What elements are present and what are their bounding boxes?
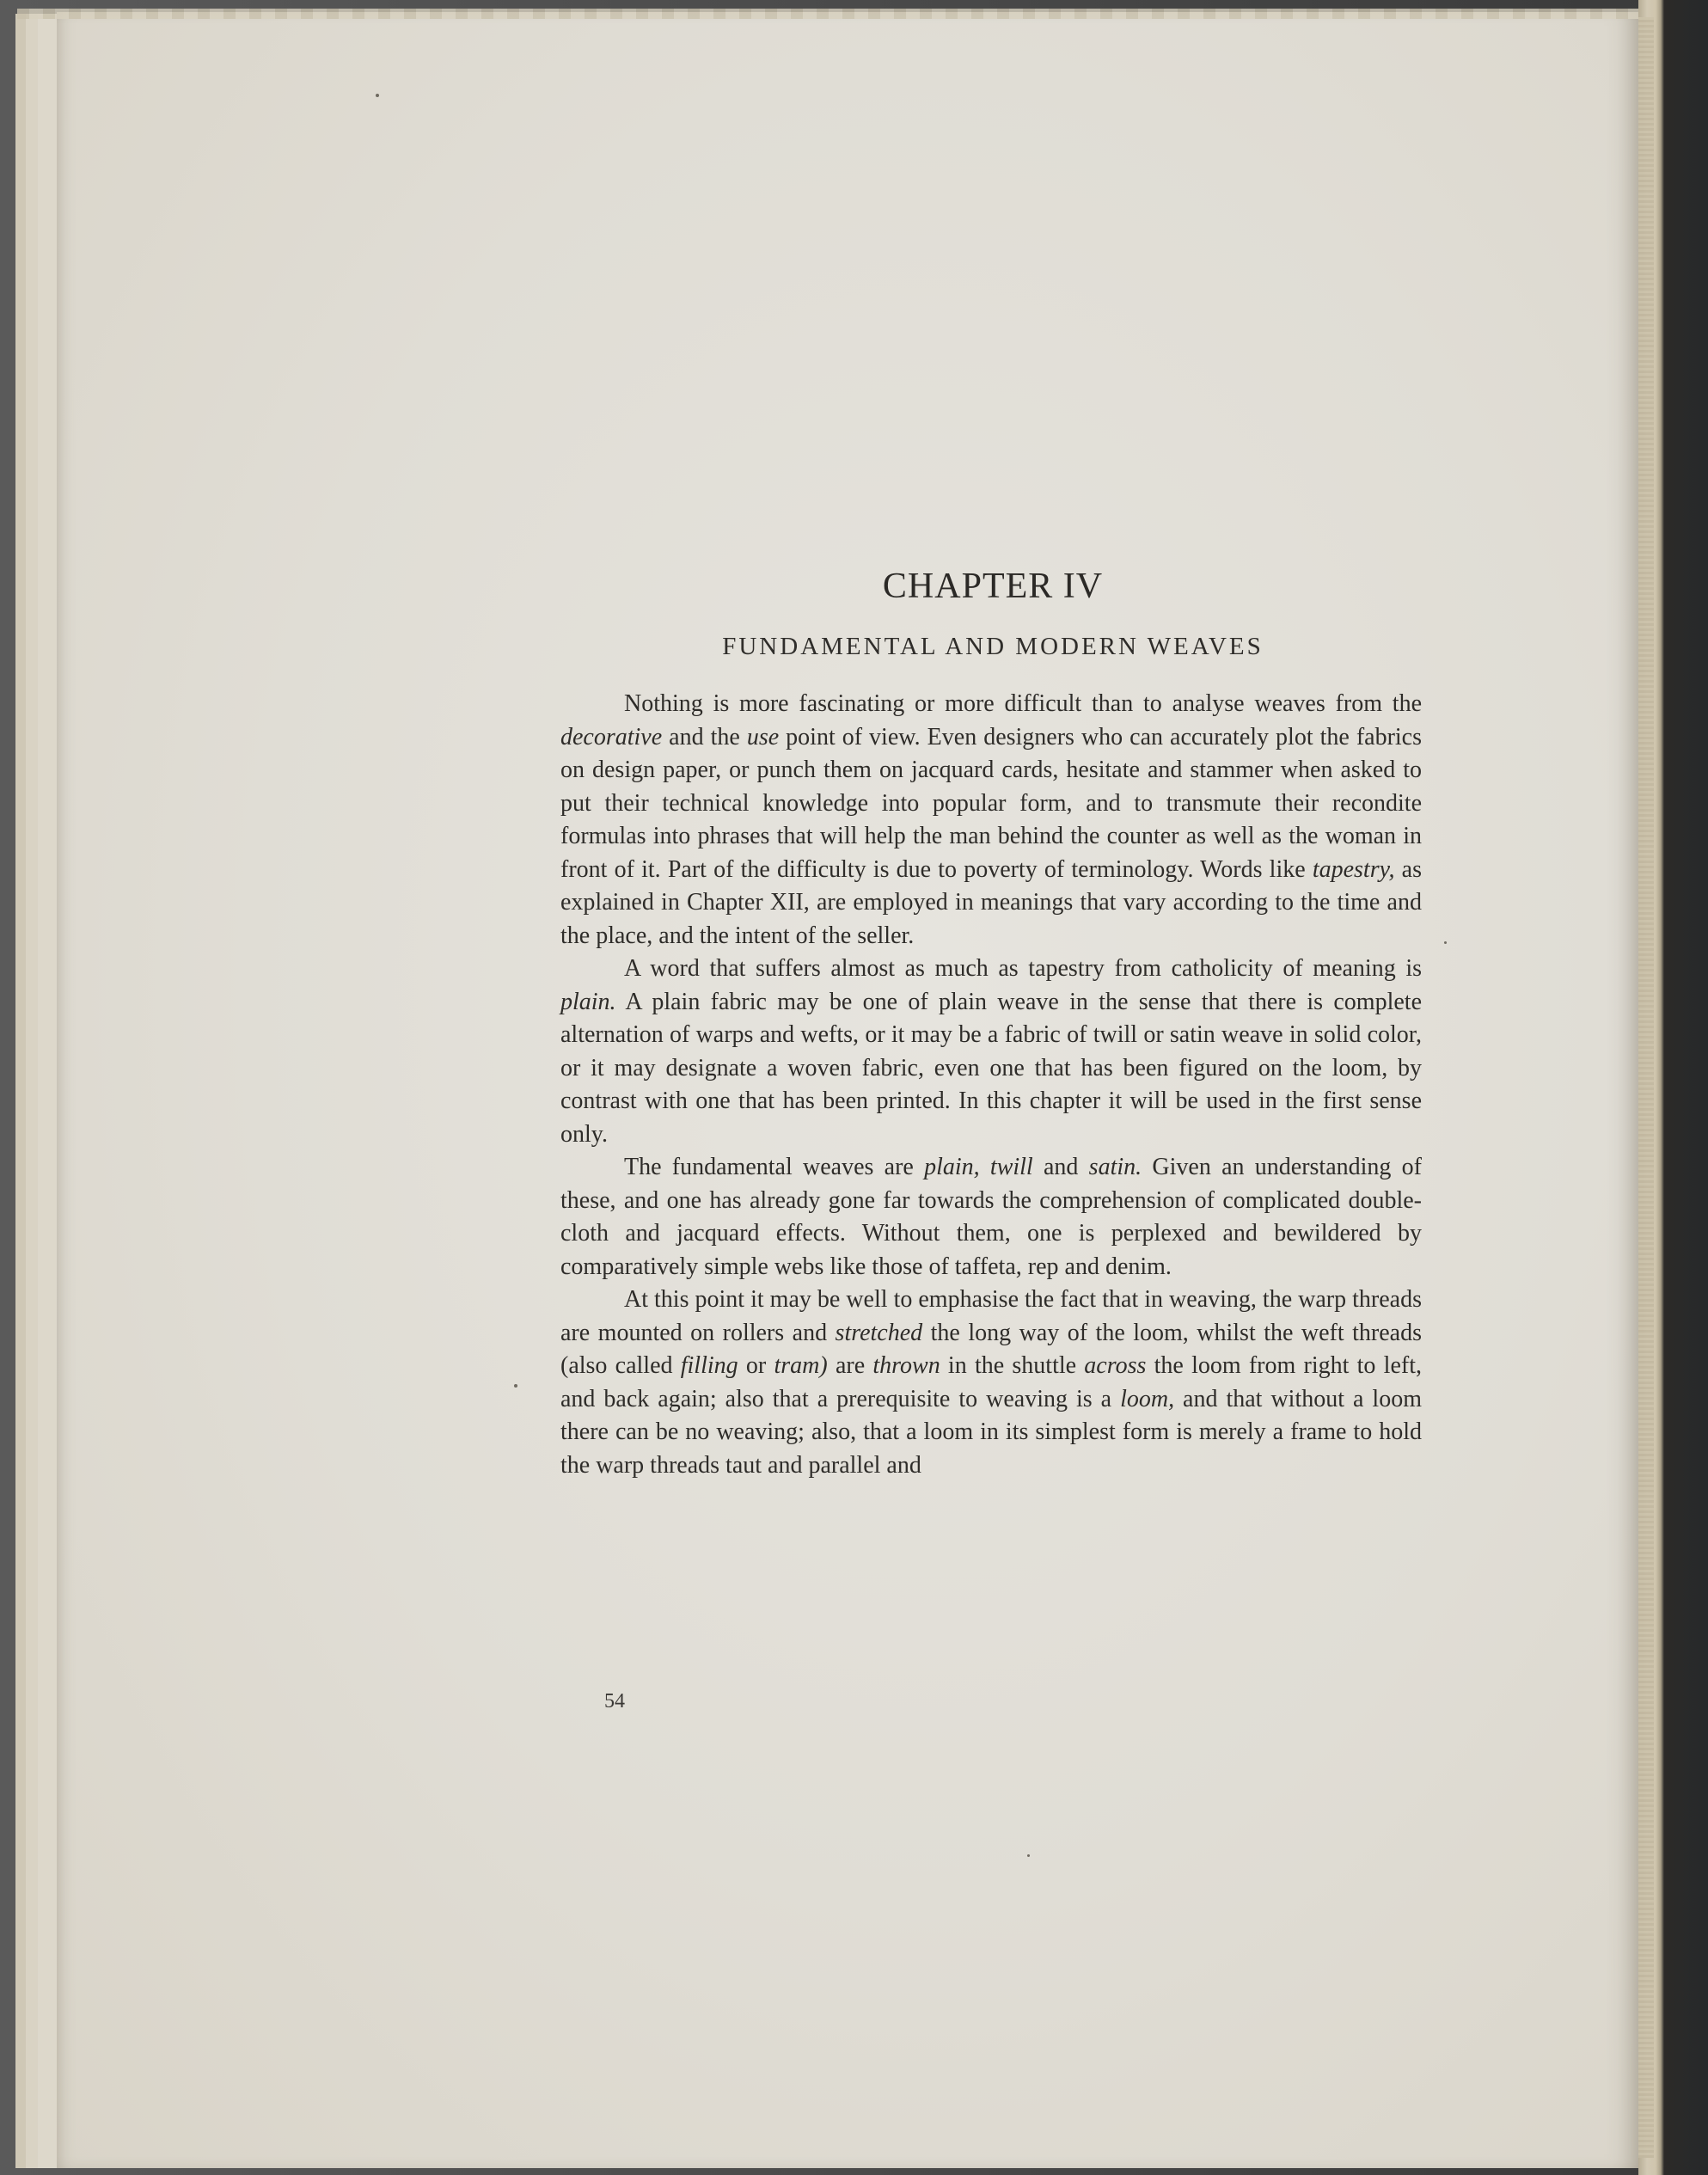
- italic-text: across: [1084, 1352, 1147, 1379]
- paper-speck: [1444, 941, 1447, 944]
- body-text: [560, 688, 1422, 1482]
- italic-text: tram): [774, 1352, 828, 1379]
- paragraph-text: or: [738, 1352, 774, 1379]
- paragraph-text: and the: [662, 723, 747, 751]
- italic-text: decorative: [560, 723, 663, 751]
- italic-text: plain.: [560, 988, 616, 1015]
- italic-text: satin.: [1088, 1154, 1142, 1180]
- italic-text: use: [746, 723, 780, 751]
- spine-fold: [1638, 17, 1654, 2158]
- paragraph-text: At this point it may be well to emphasise the fact that in weaving, the warp threads are mounted on rollers and: [560, 1286, 1422, 1346]
- italic-text: filling: [680, 1352, 738, 1379]
- paragraph-text: The fundamental weaves are: [624, 1154, 925, 1180]
- paragraph-text: and: [1032, 1154, 1089, 1180]
- body-paragraph: [560, 953, 1422, 1151]
- italic-text: stretched: [835, 1319, 923, 1346]
- paper-speck: [1027, 1854, 1030, 1857]
- body-paragraph: [560, 1151, 1422, 1284]
- page-number: 54: [604, 1690, 625, 1712]
- italic-text: plain, twill: [924, 1154, 1033, 1180]
- paragraph-text: the loom from right to left, and back again; also that a prerequisite to weaving is a: [560, 1352, 1422, 1412]
- italic-text: tapestry,: [1312, 855, 1395, 883]
- paragraph-text: Nothing is more fascinating or more difficult than to analyse weaves from the: [624, 690, 1422, 717]
- paragraph-text: and that without a loom there can be no weaving; also, that a loom in its simplest form is merely a frame to hold the warp threads taut and parallel and: [560, 1385, 1422, 1479]
- body-paragraph: [560, 688, 1422, 953]
- page-top-edge: [17, 9, 1642, 19]
- paragraph-text: the long way of the loom, whilst the weft threads (also called: [560, 1319, 1422, 1379]
- chapter-title: CHAPTER IV: [882, 567, 1104, 606]
- italic-text: loom,: [1120, 1385, 1175, 1412]
- paragraph-text: A word that suffers almost as much as tapestry from catholicity of meaning is: [624, 955, 1422, 982]
- paragraph-text: A plain fabric may be one of plain weave in the sense that there is complete alternation of warps and wefts, or it may be a fabric of twill or satin weave in solid color, or it may designate a woven fabric, even one that has been figured on the loom, by contrast with one that has been printed. In this chapter it will be used in the first sense only.: [560, 988, 1422, 1148]
- body-paragraph: [560, 1284, 1422, 1482]
- paragraph-text: are: [827, 1352, 873, 1379]
- paragraph-text: in the shuttle: [940, 1352, 1085, 1379]
- paper-speck: [376, 94, 379, 97]
- paragraph-text: Given an understanding of these, and one has already gone far towards the comprehension of complicated double-cloth and jacquard effects. Without them, one is perplexed and bewildered by comparatively simple webs like those of taffeta, rep and denim.: [560, 1154, 1422, 1280]
- chapter-subtitle: FUNDAMENTAL AND MODERN WEAVES: [722, 633, 1264, 660]
- italic-text: thrown: [872, 1352, 940, 1379]
- paper-speck: [514, 1384, 517, 1388]
- paragraph-text: point of view. Even designers who can accurately plot the fabrics on design paper, or punch them on jacquard cards, hesitate and stammer when asked to put their technical knowledge into popular form, and to transmute their recondite formulas into phrases that will help the man behind the counter as well as the woman in front of it. Part of the difficulty is due to poverty of terminology. Words like: [560, 723, 1422, 883]
- paragraph-text: as explained in Chapter XII, are employed in meanings that vary according to the time and the place, and the intent of the seller.: [560, 855, 1422, 949]
